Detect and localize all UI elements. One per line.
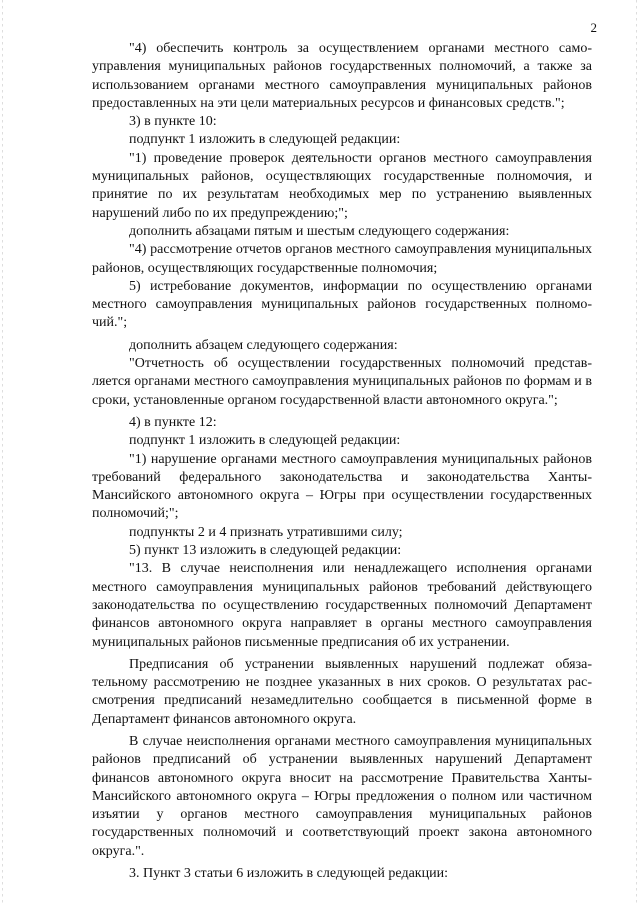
scan-edge-left xyxy=(2,0,3,905)
paragraph-9: "Отчетность об осуществлении государственных полномочий представляется органами местного самоуправления муниципальных районов по формам и в сроки, установленные органом государственной власти автономного округа."; xyxy=(92,356,592,408)
scan-edge-right xyxy=(636,0,637,905)
paragraph-2: 3) в пункте 10: xyxy=(129,114,217,130)
page-number: 2 xyxy=(590,20,597,35)
paragraph-16: Предписания об устранении выявленных нарушений подлежат обязательному рассмотрению не позднее указанных в них сроков. О результатах рассмотрения предписаний незамедлительно сообщается в письменной форме в Департамент финансов автономного округа. xyxy=(92,656,592,727)
paragraph-18: 3. Пункт 3 статьи 6 изложить в следующей редакции: xyxy=(129,866,448,882)
paragraph-8: дополнить абзацем следующего содержания: xyxy=(129,337,398,353)
paragraph-15: "13. В случае неисполнения или ненадлежащего исполнения органами местного самоуправления муниципальных районов требований действующего законодательства по осуществлению государственных полномочий Департамент финансов автономного округа направляет в органы местного самоуправления муниципальных районов письменные предписания об их устранении. xyxy=(92,561,592,650)
paragraph-4: "1) проведение проверок деятельности органов местного самоуправления муниципальных районов, осуществляющих государственные полномочия, и принятие по их результатам необходимых мер по устранению выявленных нарушений либо по их предупреждению;"; xyxy=(92,150,592,221)
paragraph-13: подпункты 2 и 4 признать утратившими силу; xyxy=(129,524,403,540)
paragraph-17: В случае неисполнения органами местного самоуправления муниципальных районов предписаний об устранении выявленных нарушений Департамент финансов автономного округа вносит на рассмотрение Правительства Ханты-Мансийского автономного округа – Югры предложения о полном или частичном изъятии у органов местного самоуправления муниципальных районов государственных полномочий и соответствующий проект закона автономного округа.". xyxy=(92,733,592,859)
paragraph-12: "1) нарушение органами местного самоуправления муниципальных районов требований федерального законодательства и законодательства Ханты-Мансийского автономного округа – Югры при осуществлении государственных полномочий;"; xyxy=(92,451,592,522)
paragraph-11: подпункт 1 изложить в следующей редакции: xyxy=(129,433,401,449)
paragraph-14: 5) пункт 13 изложить в следующей редакции: xyxy=(129,543,402,559)
paragraph-10: 4) в пункте 12: xyxy=(129,414,217,430)
document-body xyxy=(92,40,592,883)
paragraph-3: подпункт 1 изложить в следующей редакции: xyxy=(129,132,401,148)
paragraph-5: дополнить абзацами пятым и шестым следующего содержания: xyxy=(129,223,510,239)
paragraph-1: "4) обеспечить контроль за осуществлением органами местного самоуправления муниципальных районов государственных полномочий, а также за использованием органами местного самоуправления муниципальных районов предоставленных на эти цели материальных ресурсов и финансовых средств."; xyxy=(92,41,592,111)
paragraph-6: "4) рассмотрение отчетов органов местного самоуправления муниципальных районов, осуществляющих государственные полномочия; xyxy=(92,242,592,276)
paragraph-7: 5) истребование документов, информации по осуществлению органами местного самоуправления муниципальных районов государственных полномочий."; xyxy=(92,278,592,331)
